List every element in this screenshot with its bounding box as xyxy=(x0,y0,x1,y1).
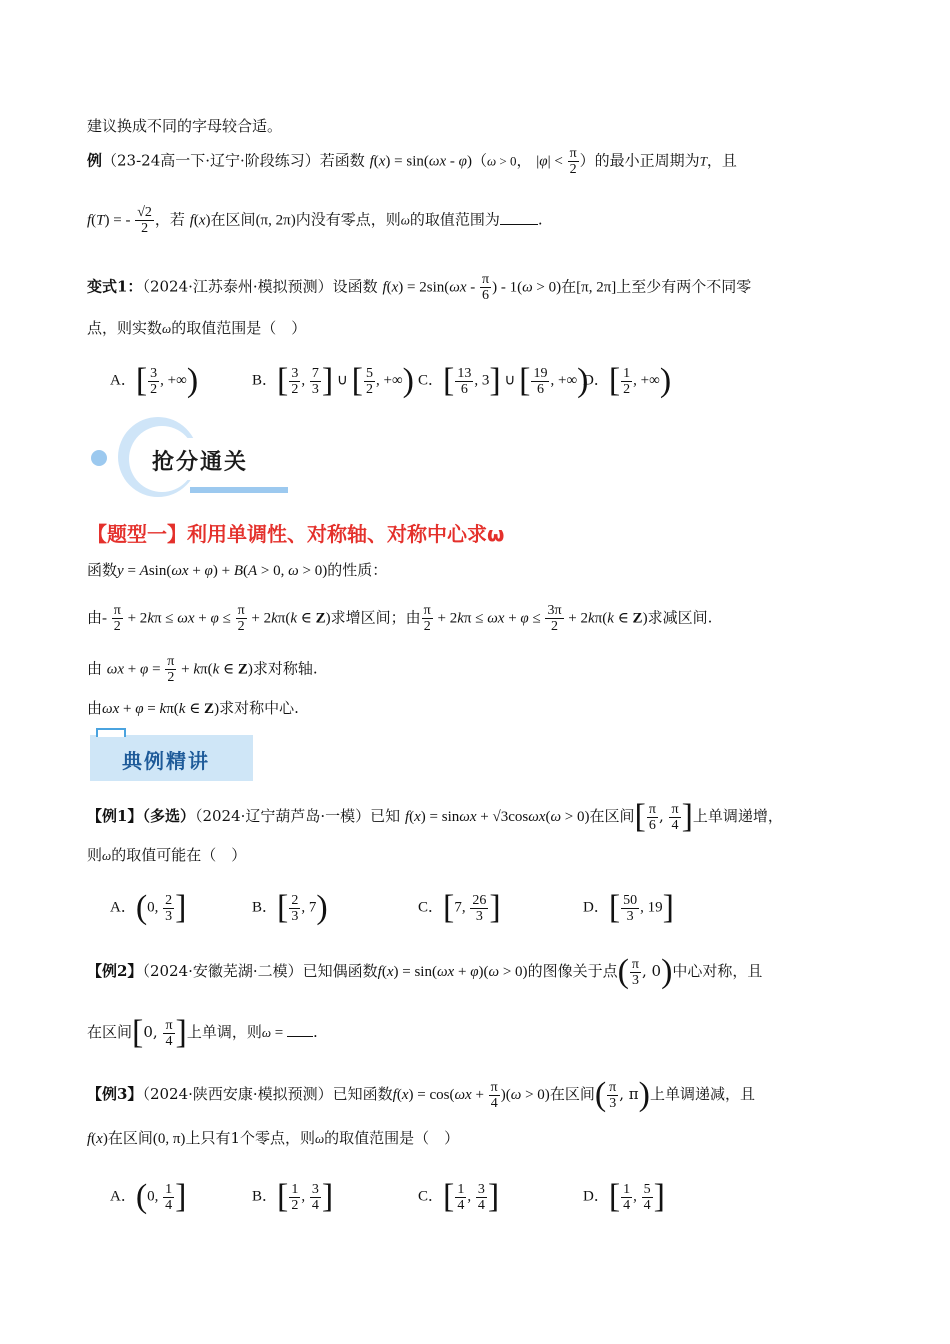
option-label: A． xyxy=(110,899,136,916)
ex3-text-a: 在区间 xyxy=(549,1085,595,1103)
ex1-text-b: 上单调递增， xyxy=(692,807,783,825)
variant1-option-c[interactable]: C．[ $\frac{13}{6}$ , 3] ∪ [ $\frac{19}{6}$ , +∞) xyxy=(418,362,589,399)
ex2-label: 【例2】 xyxy=(87,962,143,980)
ex1-line2-a: 则 xyxy=(87,846,103,864)
ex3-line2-c: 上只有1个零点，则 xyxy=(185,1129,315,1147)
ex3-text-b: 上单调递减，且 xyxy=(649,1085,755,1103)
ex1-line2: 则ω的取值可能在（ ） xyxy=(87,846,247,864)
variant1-line1: 变式1：（2024·江苏泰州·模拟预测）设函数 f(x) = 2sin(ωx - $\frac{\pi}{6}$ ) - 1(ω > 0)在[π, 2π]上至少有两个不同零 xyxy=(87,272,752,303)
frac-pi-2: $\frac{\pi}{2}$ xyxy=(569,146,577,177)
ex3-option-d[interactable]: D．[ $\frac{1}{4}$ , $\frac{5}{4}$ ] xyxy=(583,1178,665,1215)
ex3-option-a[interactable]: A．(0, $\frac{1}{4}$ ] xyxy=(110,1178,187,1215)
example0-text-a: 的最小正周期为 xyxy=(594,151,700,170)
option-label: B． xyxy=(252,372,278,389)
formula-f-def: f xyxy=(369,153,374,170)
ex2-line2-a: 在区间 xyxy=(87,1023,133,1041)
theory-l1-b: 的性质： xyxy=(327,561,388,579)
variant1-line2: 点，则实数ω的取值范围是（ ） xyxy=(87,319,307,337)
option-label: B． xyxy=(252,899,278,916)
ex1-option-d[interactable]: D．[ $\frac{50}{3}$ , 19] xyxy=(583,889,674,926)
ex2-line1: 【例2】（2024·安徽芜湖·二模）已知偶函数f(x) = sin(ωx + φ)(ω > 0)的图像关于点( $\frac{\pi}{3}$ , 0)中心对称，且 xyxy=(87,953,763,990)
example0-line1: 例（23-24高一下·辽宁·阶段练习）若函数 f(x) = sin(ωx - φ)（ω > 0， |φ| < $\frac{\pi}{2}$ ）的最小正周期为T，且 xyxy=(87,146,737,177)
ex1-source: （2024·辽宁葫芦岛·一模）已知 xyxy=(194,807,401,825)
ex3-line2: f(x)在区间(0, π)上只有1个零点，则ω的取值范围是（ ） xyxy=(87,1129,460,1147)
option-label: A． xyxy=(110,1188,136,1205)
ex3-line2-d: 的取值范围是（ ） xyxy=(324,1129,460,1147)
option-label: D． xyxy=(583,899,609,916)
option-label: C． xyxy=(418,899,444,916)
example0-line2: f(T) = - $\frac{√2}{2}$ ，若 f(x)在区间(π, 2π)内没有零点，则ω的取值范围为 . xyxy=(87,205,543,236)
example0-text-e: 内没有零点，则 xyxy=(295,210,401,229)
theory-l2-a: 由 xyxy=(87,608,103,627)
variant1-option-a[interactable]: A．[ $\frac{3}{2}$ , +∞) xyxy=(110,362,199,399)
variant1-source: （2024·江苏泰州·模拟预测）设函数 xyxy=(142,277,378,296)
theory-l1-a: 函数 xyxy=(87,561,118,579)
ex3-line1: 【例3】（2024·陕西安康·模拟预测）已知函数f(x) = cos(ωx + $\frac{\pi}{4}$ )(ω > 0)在区间( $\frac{\pi}{3}$ , π)上单调递减，且 xyxy=(87,1076,755,1113)
variant1-label: 变式1： xyxy=(87,277,143,296)
example0-source: （23-24高一下·辽宁·阶段练习）若函数 xyxy=(102,151,365,170)
intro-text: 建议换成不同的字母较合适。 xyxy=(87,117,283,135)
option-label: D． xyxy=(583,1188,609,1205)
variant1-option-b[interactable]: B．[ $\frac{3}{2}$ , $\frac{7}{3}$ ] ∪ [ $\frac{5}{2}$ , +∞) xyxy=(252,362,414,399)
theory-l2-c: 求减区间. xyxy=(647,608,713,627)
ex1-line2-b: 的取值可能在（ ） xyxy=(111,846,247,864)
variant1-text-b: 上至少有两个不同零 xyxy=(616,277,752,296)
ex2-source: （2024·安徽芜湖·二模）已知偶函数 xyxy=(142,962,378,980)
option-label: D． xyxy=(583,372,609,389)
ex1-label: 【例1】 xyxy=(87,807,143,825)
ex2-text-a: 的图像关于点 xyxy=(527,962,618,980)
ex1-option-a[interactable]: A．(0, $\frac{2}{3}$ ] xyxy=(110,889,187,926)
theory-l4-a: 由 xyxy=(87,699,103,717)
theory-l4-b: 求对称中心. xyxy=(219,699,299,717)
variant1-text-a: 在 xyxy=(561,277,577,296)
ex3-label: 【例3】 xyxy=(87,1085,143,1103)
example0-text-b: ，且 xyxy=(706,151,737,170)
example0-label: 例 xyxy=(87,151,103,170)
theory-line3: 由 ωx + φ = $\frac{\pi}{2}$ + kπ(k ∈ Z)求对称轴. xyxy=(87,654,318,685)
banner-title: 抢分通关 xyxy=(152,450,249,475)
answer-blank[interactable] xyxy=(500,210,538,225)
examples-title: 典例精讲 xyxy=(122,749,210,773)
examples-tab-decoration xyxy=(96,728,126,737)
theory-line4: 由ωx + φ = kπ(k ∈ Z)求对称中心. xyxy=(87,699,299,717)
ex1-option-c[interactable]: C．[7, $\frac{26}{3}$ ] xyxy=(418,889,501,926)
ex1-text-a: 在区间 xyxy=(589,807,635,825)
example0-text-f: 的取值范围为 xyxy=(409,210,500,229)
theory-l3-b: 求对称轴. xyxy=(252,659,318,678)
option-label: C． xyxy=(418,372,444,389)
theory-line2: 由- $\frac{\pi}{2}$ + 2kπ ≤ ωx + φ ≤ $\frac{\pi}{2}$ + 2kπ(k ∈ Z)求增区间；由 $\frac{\pi}{2}$ + 2kπ ≤ ωx + φ ≤ $\frac{3\pi}{2}$ + 2kπ(k ∈ Z)求减区间. xyxy=(87,603,713,634)
ex2-line2: 在区间[0, $\frac{\pi}{4}$ ]上单调，则ω = . xyxy=(87,1014,318,1051)
ex2-line2-b: 上单调，则 xyxy=(186,1023,262,1041)
frac-sqrt2-2: $\frac{√2}{2}$ xyxy=(137,205,152,236)
ex3-source: （2024·陕西安康·模拟预测）已知函数 xyxy=(142,1085,393,1103)
theory-l3-a: 由 xyxy=(87,659,103,678)
option-label: B． xyxy=(252,1188,278,1205)
ex3-line2-b: 在区间 xyxy=(107,1129,153,1147)
variant1-option-d[interactable]: D．[ $\frac{1}{2}$ , +∞) xyxy=(583,362,672,399)
ex3-option-b[interactable]: B．[ $\frac{1}{2}$ , $\frac{3}{4}$ ] xyxy=(252,1178,334,1215)
ex2-answer-blank[interactable] xyxy=(287,1024,313,1037)
section-heading: 【题型一】利用单调性、对称轴、对称中心求ω xyxy=(87,522,505,546)
option-label: A． xyxy=(110,372,136,389)
variant1-line2-text-b: 的取值范围是（ ） xyxy=(171,319,307,337)
ex1-line1: 【例1】（多选）（2024·辽宁葫芦岛·一模）已知 f(x) = sinωx + √3cosωx(ω > 0)在区间[ $\frac{\pi}{6}$ , $\frac{\pi}{4}$ ]上单调递增， xyxy=(87,798,783,835)
ex3-option-c[interactable]: C．[ $\frac{1}{4}$ , $\frac{3}{4}$ ] xyxy=(418,1178,500,1215)
variant1-line2-text: 点，则实数 xyxy=(87,319,163,337)
ex1-tag: （多选） xyxy=(142,807,195,825)
example0-text-d: 在区间 xyxy=(210,210,256,229)
ex2-text-b: 中心对称，且 xyxy=(672,962,763,980)
option-label: C． xyxy=(418,1188,444,1205)
ex1-option-b[interactable]: B．[ $\frac{2}{3}$ , 7) xyxy=(252,889,328,926)
theory-l2-b: 求增区间；由 xyxy=(330,608,421,627)
theory-line1: 函数y = Asin(ωx + φ) + B(A > 0, ω > 0)的性质： xyxy=(87,561,388,579)
example0-text-c: ，若 xyxy=(154,210,185,229)
